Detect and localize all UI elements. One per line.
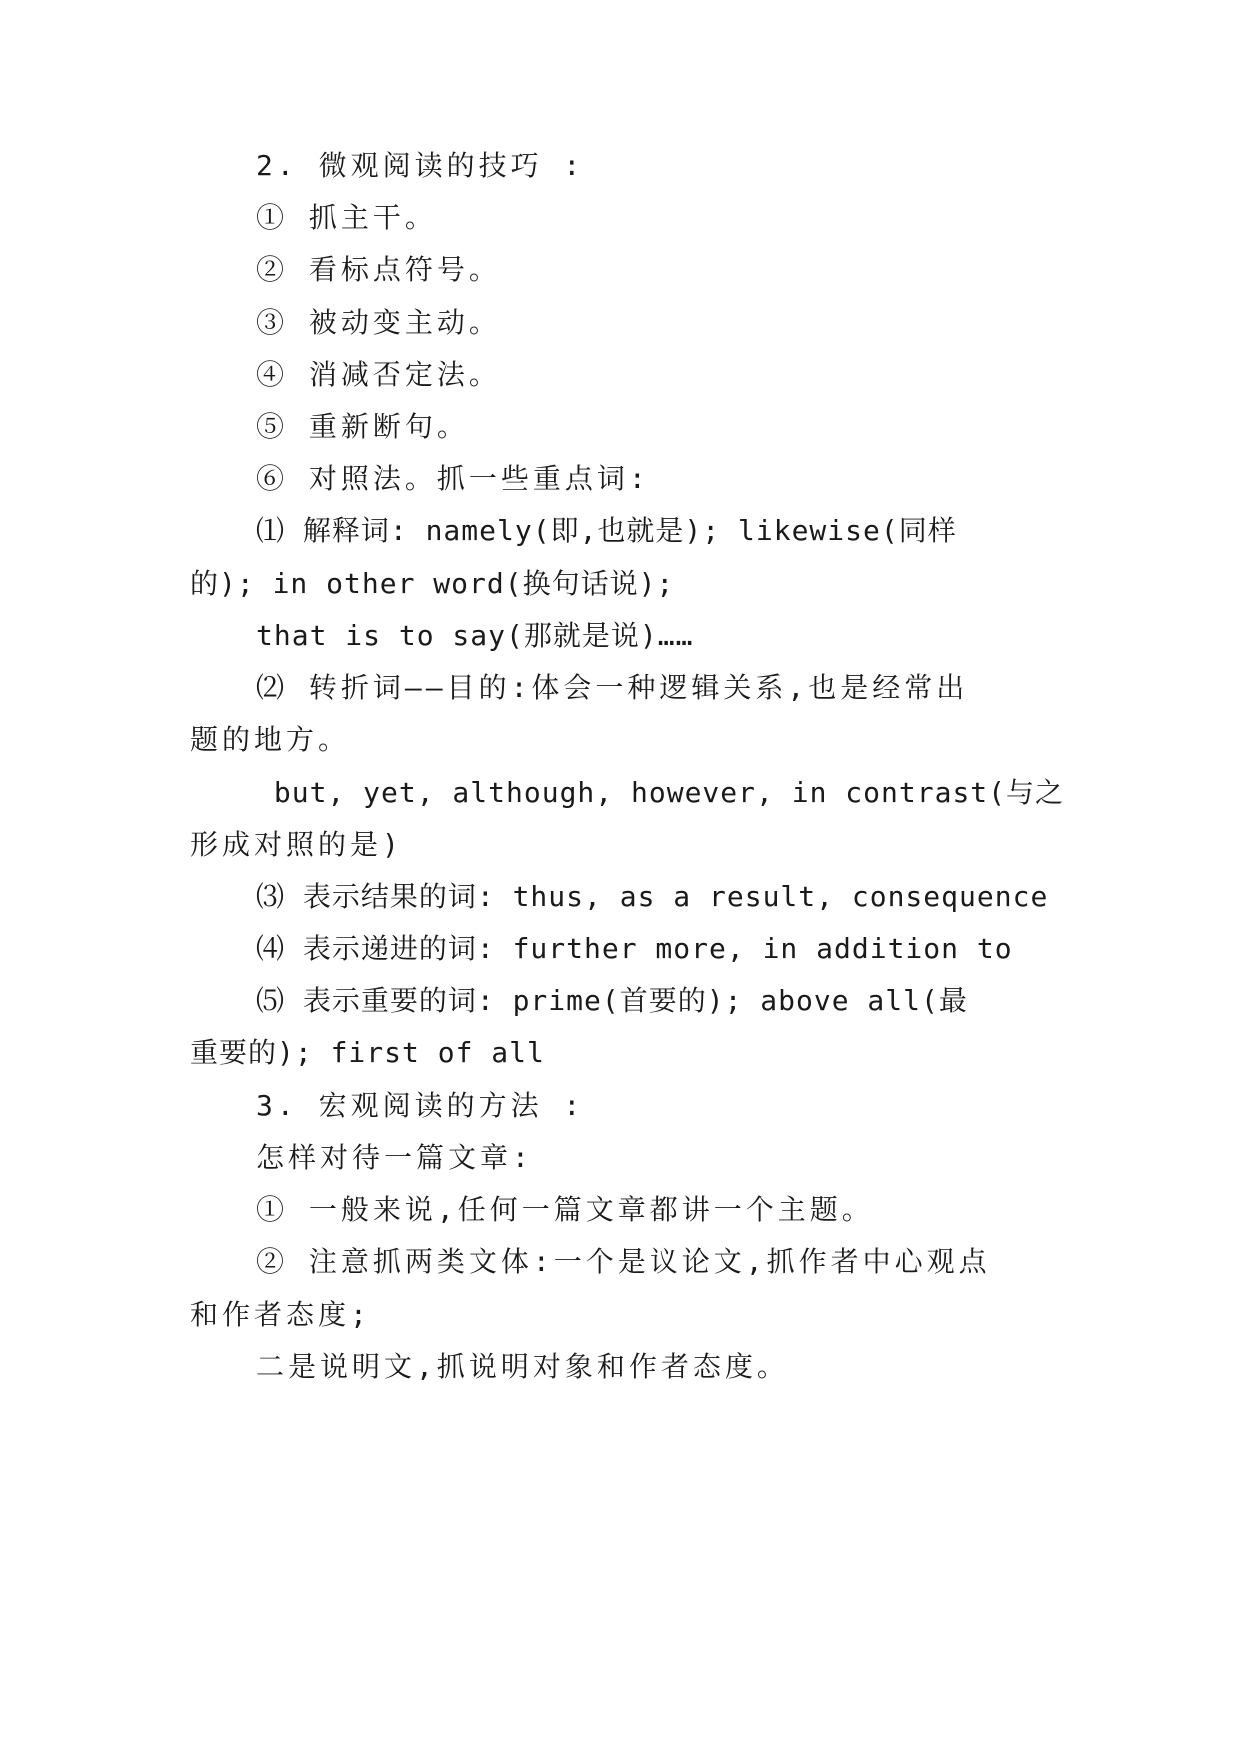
- sub-item-5-continued: 重要的); first of all: [190, 1036, 545, 1069]
- sub-item-1-extra: that is to say(那就是说)……: [256, 619, 694, 652]
- list-item-3: ③ 被动变主动。: [256, 306, 501, 339]
- paragraph-intro: 怎样对待一篇文章:: [256, 1141, 533, 1174]
- macro-list-item-2-continued: 和作者态度;: [190, 1298, 371, 1331]
- sub-item-4: ⑷ 表示递进的词: further more, in addition to: [256, 932, 1013, 965]
- list-item-1: ① 抓主干。: [256, 201, 437, 234]
- section-heading-macro-reading: 3. 宏观阅读的方法 :: [256, 1089, 585, 1122]
- list-item-4: ④ 消减否定法。: [256, 358, 501, 391]
- sub-item-3: ⑶ 表示结果的词: thus, as a result, consequence: [256, 880, 1049, 913]
- list-item-2: ② 看标点符号。: [256, 253, 501, 286]
- section-heading-micro-reading: 2. 微观阅读的技巧 :: [256, 149, 585, 182]
- list-item-5: ⑤ 重新断句。: [256, 410, 469, 443]
- sub-item-2-continued: 题的地方。: [190, 723, 351, 756]
- sub-item-2: ⑵ 转折词——目的:体会一种逻辑关系,也是经常出: [256, 671, 969, 704]
- sub-item-2-examples-continued: 形成对照的是): [190, 828, 403, 861]
- macro-list-item-2: ② 注意抓两类文体:一个是议论文,抓作者中心观点: [256, 1245, 991, 1278]
- sub-item-1-continued: 的); in other word(换句话说);: [190, 567, 675, 600]
- sub-item-2-examples: but, yet, although, however, in contrast(与之: [256, 776, 1065, 809]
- list-item-6: ⑥ 对照法。抓一些重点词:: [256, 462, 650, 495]
- macro-list-item-2-extra: 二是说明文,抓说明对象和作者态度。: [256, 1350, 789, 1383]
- sub-item-5: ⑸ 表示重要的词: prime(首要的); above all(最: [256, 984, 968, 1017]
- sub-item-1: ⑴ 解释词: namely(即,也就是); likewise(同样: [256, 514, 957, 547]
- macro-list-item-1: ① 一般来说,任何一篇文章都讲一个主题。: [256, 1193, 874, 1226]
